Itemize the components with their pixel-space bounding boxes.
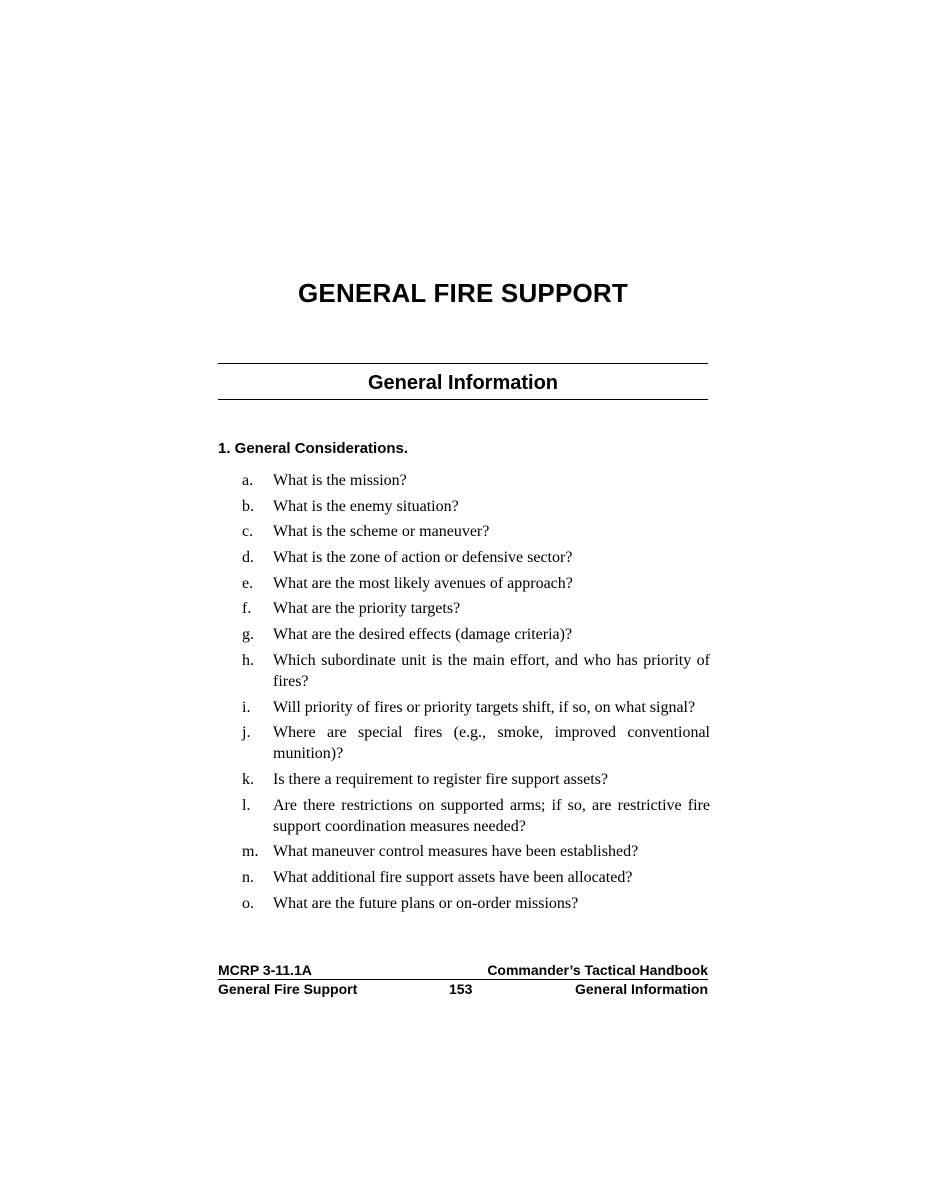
- list-item-text: Where are special fires (e.g., smoke, improved conventional munition)?: [273, 724, 710, 763]
- list-item-letter: h.: [242, 651, 254, 669]
- list-item: [242, 867, 710, 888]
- list-item-text: Is there a requirement to register fire support assets?: [273, 770, 608, 788]
- list-item-letter: c.: [242, 523, 254, 541]
- section-bottom-rule: [218, 399, 708, 400]
- section-heading: General Information: [367, 372, 559, 394]
- list-item: [242, 769, 710, 790]
- list-item-text: What are the desired effects (damage criteria)?: [273, 626, 573, 644]
- list-item-letter: n.: [242, 868, 254, 886]
- list-item-letter: a.: [242, 472, 254, 489]
- list-item-letter: m.: [242, 843, 259, 861]
- page-footer: [218, 962, 708, 998]
- list-item-letter: l.: [242, 796, 251, 814]
- list-item: [242, 470, 710, 491]
- footer-section: General Information: [574, 981, 708, 997]
- list-item-letter: f.: [242, 600, 252, 618]
- list-item: [242, 496, 710, 517]
- section-top-rule: [218, 363, 708, 364]
- question-list: [242, 470, 710, 918]
- list-item-letter: e.: [242, 574, 254, 592]
- list-item: [242, 547, 710, 568]
- list-item: [242, 573, 710, 594]
- list-item: [242, 795, 710, 837]
- footer-publication: MCRP 3-11.1A: [218, 962, 312, 978]
- footer-handbook: Commander’s Tactical Handbook: [487, 962, 708, 978]
- list-item-text: What maneuver control measures have been established?: [273, 843, 639, 861]
- footer-bottom-row: [218, 981, 708, 998]
- list-item: [242, 624, 710, 645]
- footer-page-number: 153: [449, 981, 473, 997]
- list-item-text: Are there restrictions on supported arms; if so, are restrictive fire support coordination measures needed?: [273, 796, 710, 835]
- footer-top-row: [218, 962, 708, 979]
- list-item: [242, 893, 710, 914]
- page-title: GENERAL FIRE SUPPORT: [297, 278, 628, 308]
- list-item-letter: g.: [242, 626, 254, 644]
- list-item: [242, 598, 710, 619]
- list-item: [242, 722, 710, 764]
- list-item-text: What is the enemy situation?: [273, 497, 459, 515]
- subsection-heading: 1. General Considerations.: [218, 440, 409, 457]
- list-item-letter: b.: [242, 497, 254, 515]
- list-item: [242, 650, 710, 692]
- list-item-text: Will priority of fires or priority targets shift, if so, on what signal?: [273, 698, 696, 716]
- footer-chapter: General Fire Support: [218, 981, 358, 997]
- list-item-letter: j.: [242, 724, 251, 742]
- list-item-text: What are the future plans or on-order missions?: [273, 894, 579, 912]
- list-item-text: What additional fire support assets have been allocated?: [273, 868, 633, 886]
- list-item: [242, 841, 710, 862]
- list-item-letter: d.: [242, 549, 254, 567]
- list-item-text: What is the scheme or maneuver?: [273, 523, 490, 541]
- list-item-letter: i.: [242, 698, 251, 716]
- list-item-letter: o.: [242, 894, 254, 912]
- list-item: [242, 697, 710, 718]
- list-item-text: What are the priority targets?: [273, 600, 461, 618]
- footer-rule: [218, 979, 708, 980]
- list-item-text: What is the zone of action or defensive sector?: [273, 549, 573, 567]
- list-item-letter: k.: [242, 770, 254, 788]
- list-item: [242, 521, 710, 542]
- list-item-text: What are the most likely avenues of approach?: [273, 574, 573, 592]
- list-item-text: Which subordinate unit is the main effort, and who has priority of fires?: [273, 651, 710, 690]
- list-item-text: What is the mission?: [273, 472, 407, 489]
